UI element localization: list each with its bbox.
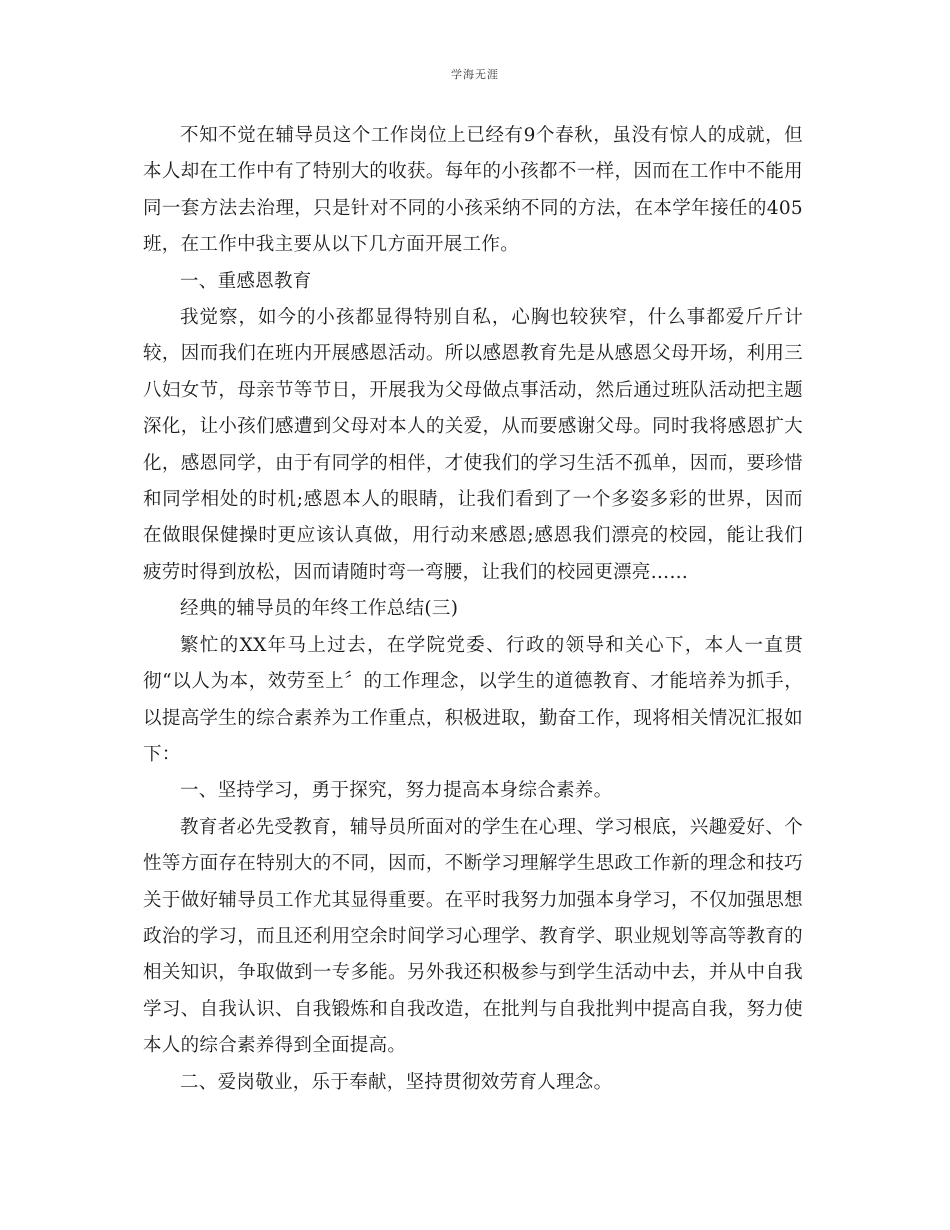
paragraph-year-summary: 繁忙的XX年马上过去，在学院党委、行政的领导和关心下，本人一直贯彻“以人为本，效劳至上〞的工作理念，以学生的道德教育、才能培养为抓手，以提高学生的综合素养为工作重点，积极进取，勤奋工作，现将相关情况汇报如下： (143, 634, 803, 765)
paragraph-intro: 不知不觉在辅导员这个工作岗位上已经有9个春秋，虽没有惊人的成就，但本人却在工作中有了特别大的收获。每年的小孩都不一样，因而在工作中不能用同一套方法去治理，只是针对不同的小孩采纳不同的方法，在本学年接任的405班，在工作中我主要从以下几方面开展工作。 (143, 125, 803, 256)
heading-learning: 一、坚持学习，勇于探究，努力提高本身综合素养。 (180, 780, 613, 802)
heading-gratitude-education: 一、重感恩教育 (180, 270, 312, 292)
page-header: 学海无涯 (451, 68, 499, 81)
paragraph-gratitude: 我觉察，如今的小孩都显得特别自私，心胸也较狭窄，什么事都爱斤斤计较，因而我们在班内开展感恩活动。所以感恩教育先是从感恩父母开场，利用三八妇女节，母亲节等节日，开展我为父母做点事活动，然后通过班队活动把主题深化，让小孩们感遭到父母对本人的关爱，从而要感谢父母。同时我将感恩扩大化，感恩同学，由于有同学的相伴，才使我们的学习生活不孤单，因而，要珍惜和同学相处的时机;感恩本人的眼睛，让我们看到了一个多姿多彩的世界，因而在做眼保健操时更应该认真做，用行动来感恩;感恩我们漂亮的校园，能让我们疲劳时得到放松，因而请随时弯一弯腰，让我们的校园更漂亮…… (143, 307, 803, 583)
paragraph-learning: 教育者必先受教育，辅导员所面对的学生在心理、学习根底，兴趣爱好、个性等方面存在特别大的不同，因而，不断学习理解学生思政工作新的理念和技巧关于做好辅导员工作尤其显得重要。在平时我努力加强本身学习，不仅加强思想政治的学习，而且还利用空余时间学习心理学、教育学、职业规划等高等教育的相关知识，争取做到一专多能。另外我还积极参与到学生活动中去，并从中自我学习、自我认识、自我锻炼和自我改造，在批判与自我批判中提高自我，努力使本人的综合素养得到全面提高。 (143, 816, 803, 1057)
document-body (143, 118, 803, 1101)
heading-dedication: 二、爱岗敬业，乐于奉献，坚持贯彻效劳育人理念。 (180, 1071, 613, 1093)
section-title: 经典的辅导员的年终工作总结(三) (180, 598, 459, 620)
